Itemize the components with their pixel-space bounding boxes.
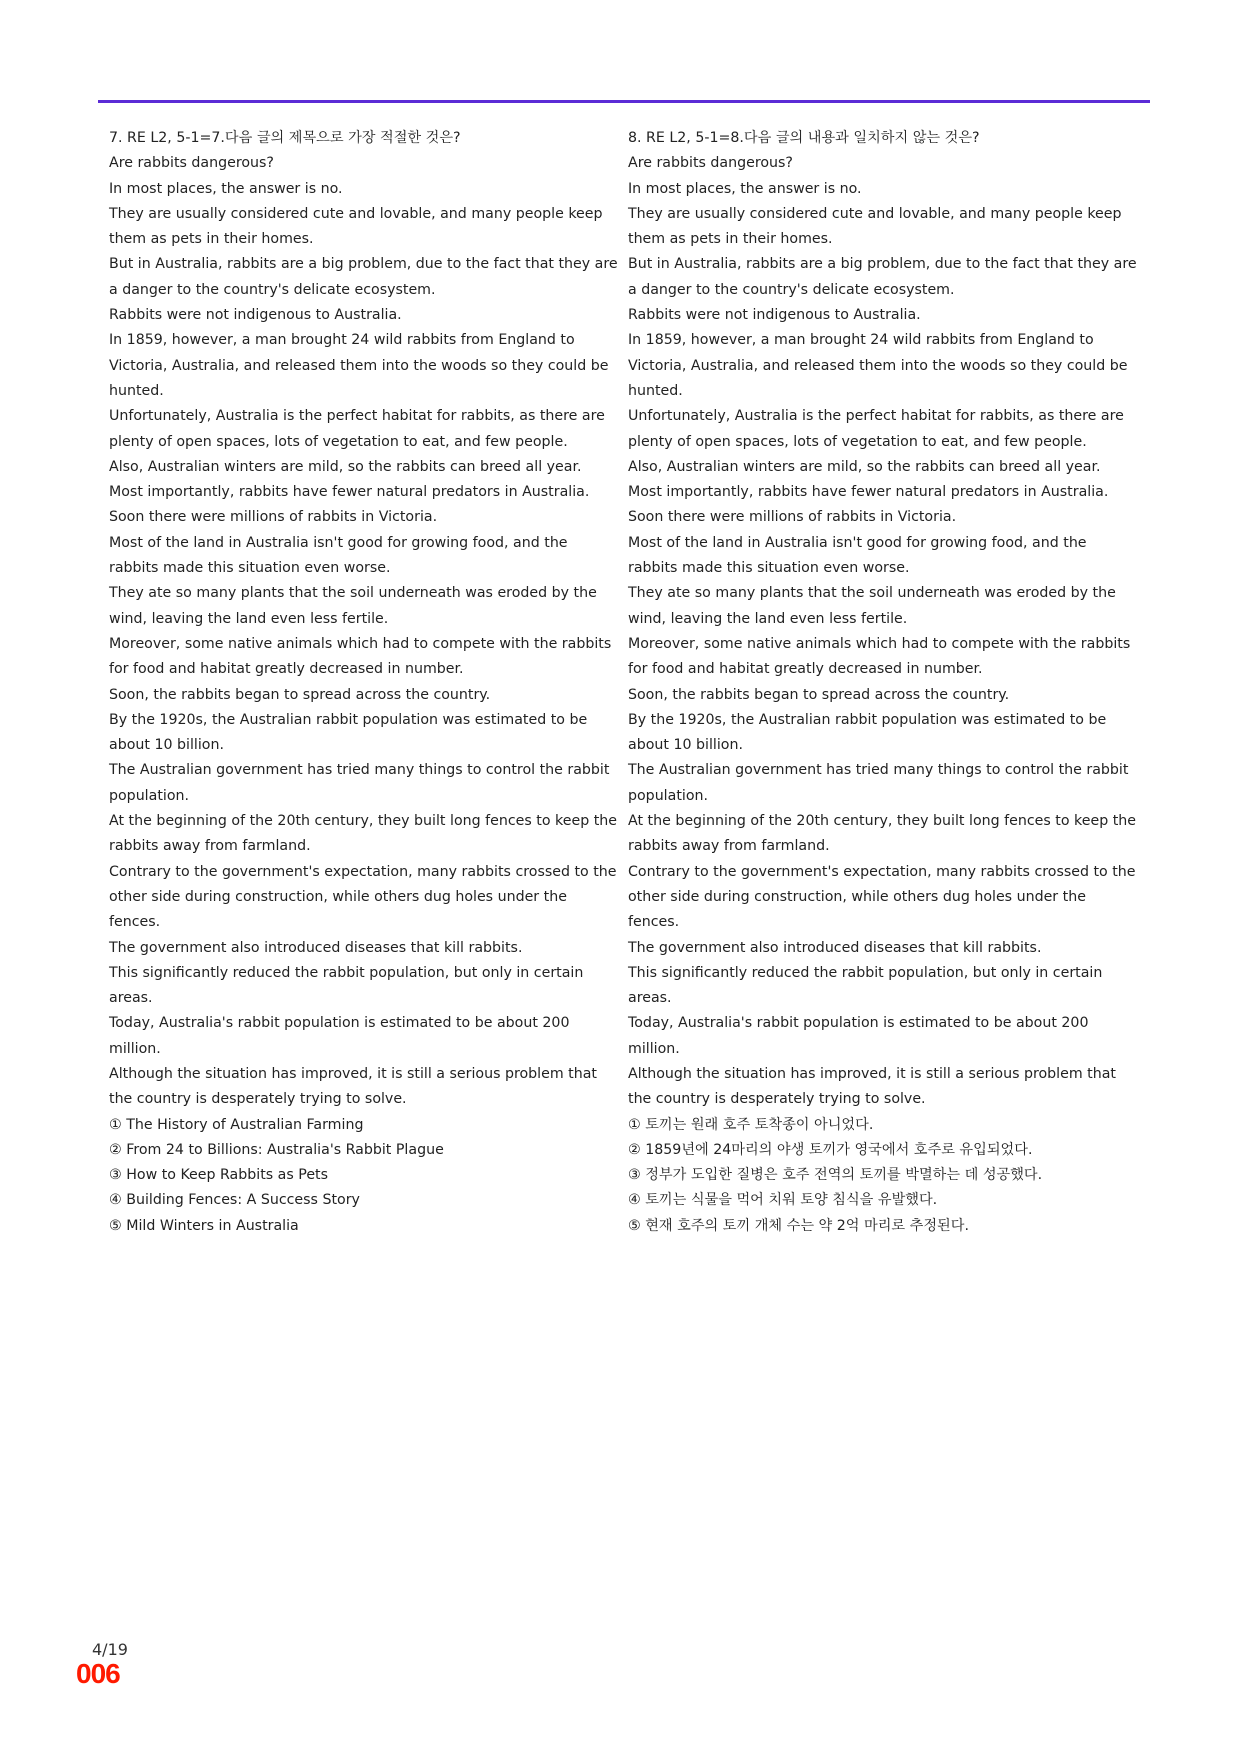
answer-option-1: ① The History of Australian Farming [109,1116,364,1133]
passage-sentence: Most of the land in Australia isn't good for growing food, and the rabbits made this situation even worse. [628,534,1087,577]
passage-sentence: At the beginning of the 20th century, they built long fences to keep the rabbits away from farmland. [628,813,1136,855]
header-rule [98,100,1150,103]
passage-sentence: Most importantly, rabbits have fewer natural predators in Australia. [109,484,590,501]
passage-sentence: Most importantly, rabbits have fewer natural predators in Australia. [628,484,1109,501]
passage-sentence: Unfortunately, Australia is the perfect habitat for rabbits, as there are plenty of open spaces, lots of vegetation to eat, and few people. [628,408,1124,450]
passage-sentence: Also, Australian winters are mild, so the rabbits can breed all year. [109,458,582,475]
passage-sentence: Today, Australia's rabbit population is estimated to be about 200 million. [628,1015,1089,1057]
question-8-header: 8. RE L2, 5-1=8.다음 글의 내용과 일치하지 않는 것은? [628,130,980,146]
question-7-header: 7. RE L2, 5-1=7.다음 글의 제목으로 가장 적절한 것은? [109,130,461,146]
passage-sentence: They are usually considered cute and lovable, and many people keep them as pets in their homes. [628,205,1122,248]
passage-sentence: Rabbits were not indigenous to Australia. [109,307,402,324]
passage-sentence: Contrary to the government's expectation, many rabbits crossed to the other side during construction, while others dug holes under the fences. [109,863,617,931]
passage-sentence: In most places, the answer is no. [109,180,343,197]
passage-sentence: Today, Australia's rabbit population is estimated to be about 200 million. [109,1015,570,1057]
passage-sentence: By the 1920s, the Australian rabbit population was estimated to be about 10 billion. [628,711,1107,754]
passage-sentence: Also, Australian winters are mild, so the rabbits can breed all year. [628,458,1101,475]
answer-option-4: ④ 토끼는 식물을 먹어 치워 토양 침식을 유발했다. [628,1192,938,1209]
passage-sentence: Although the situation has improved, it is still a serious problem that the country is desperately trying to solve. [628,1065,1116,1108]
question-7 [109,126,621,1239]
passage-sentence: Soon, the rabbits began to spread across the country. [109,686,491,703]
passage-sentence: They ate so many plants that the soil underneath was eroded by the wind, leaving the land even less fertile. [628,585,1116,627]
passage-sentence: Are rabbits dangerous? [628,155,793,172]
passage-sentence: Although the situation has improved, it is still a serious problem that the country is desperately trying to solve. [109,1065,597,1108]
passage-sentence: The government also introduced diseases that kill rabbits. [109,939,523,956]
answer-option-5: ⑤ 현재 호주의 토끼 개체 수는 약 2억 마리로 추정된다. [628,1217,969,1234]
passage-sentence: At the beginning of the 20th century, they built long fences to keep the rabbits away from farmland. [109,813,617,855]
passage-sentence: In 1859, however, a man brought 24 wild rabbits from England to Victoria, Australia, and released them into the woods so they could be hunted. [628,332,1128,399]
passage-sentence: But in Australia, rabbits are a big problem, due to the fact that they are a danger to the country's delicate ecosystem. [109,256,618,298]
answer-option-2: ② 1859년에 24마리의 야생 토끼가 영국에서 호주로 유입되었다. [628,1141,1033,1158]
passage-sentence: Moreover, some native animals which had to compete with the rabbits for food and habitat greatly decreased in number. [109,635,612,678]
passage-sentence: They ate so many plants that the soil underneath was eroded by the wind, leaving the land even less fertile. [109,585,597,627]
passage-sentence: But in Australia, rabbits are a big problem, due to the fact that they are a danger to the country's delicate ecosystem. [628,256,1137,298]
passage-sentence: Soon there were millions of rabbits in Victoria. [628,509,957,526]
question-8-options [628,1113,1140,1239]
passage-sentence: In most places, the answer is no. [628,180,862,197]
passage-sentence: The Australian government has tried many things to control the rabbit population. [109,762,610,804]
answer-option-3: ③ How to Keep Rabbits as Pets [109,1167,328,1184]
answer-option-5: ⑤ Mild Winters in Australia [109,1217,299,1234]
passage-sentence: They are usually considered cute and lovable, and many people keep them as pets in their homes. [109,205,603,248]
passage-sentence: This significantly reduced the rabbit population, but only in certain areas. [628,964,1103,1007]
passage-sentence: By the 1920s, the Australian rabbit population was estimated to be about 10 billion. [109,711,588,754]
answer-option-4: ④ Building Fences: A Success Story [109,1192,360,1209]
answer-option-2: ② From 24 to Billions: Australia's Rabbit Plague [109,1141,444,1158]
passage-sentence: In 1859, however, a man brought 24 wild rabbits from England to Victoria, Australia, and released them into the woods so they could be hunted. [109,332,609,399]
passage-sentence: This significantly reduced the rabbit population, but only in certain areas. [109,964,584,1007]
passage-sentence: The government also introduced diseases that kill rabbits. [628,939,1042,956]
passage-sentence: The Australian government has tried many things to control the rabbit population. [628,762,1129,804]
question-8-passage [628,151,1140,1112]
passage-sentence: Most of the land in Australia isn't good for growing food, and the rabbits made this situation even worse. [109,534,568,577]
page-indicator: 4/19 [92,1640,128,1659]
passage-sentence: Are rabbits dangerous? [109,155,274,172]
question-7-options [109,1113,621,1239]
answer-option-3: ③ 정부가 도입한 질병은 호주 전역의 토끼를 박멸하는 데 성공했다. [628,1167,1043,1184]
passage-sentence: Rabbits were not indigenous to Australia. [628,307,921,324]
page-code: 006 [76,1658,120,1689]
question-8 [628,126,1140,1239]
question-7-passage [109,151,621,1112]
passage-sentence: Unfortunately, Australia is the perfect habitat for rabbits, as there are plenty of open spaces, lots of vegetation to eat, and few people. [109,408,605,450]
answer-option-1: ① 토끼는 원래 호주 토착종이 아니었다. [628,1116,874,1133]
passage-sentence: Moreover, some native animals which had to compete with the rabbits for food and habitat greatly decreased in number. [628,635,1131,678]
passage-sentence: Soon there were millions of rabbits in Victoria. [109,509,438,526]
passage-sentence: Soon, the rabbits began to spread across the country. [628,686,1010,703]
passage-sentence: Contrary to the government's expectation, many rabbits crossed to the other side during construction, while others dug holes under the fences. [628,863,1136,931]
